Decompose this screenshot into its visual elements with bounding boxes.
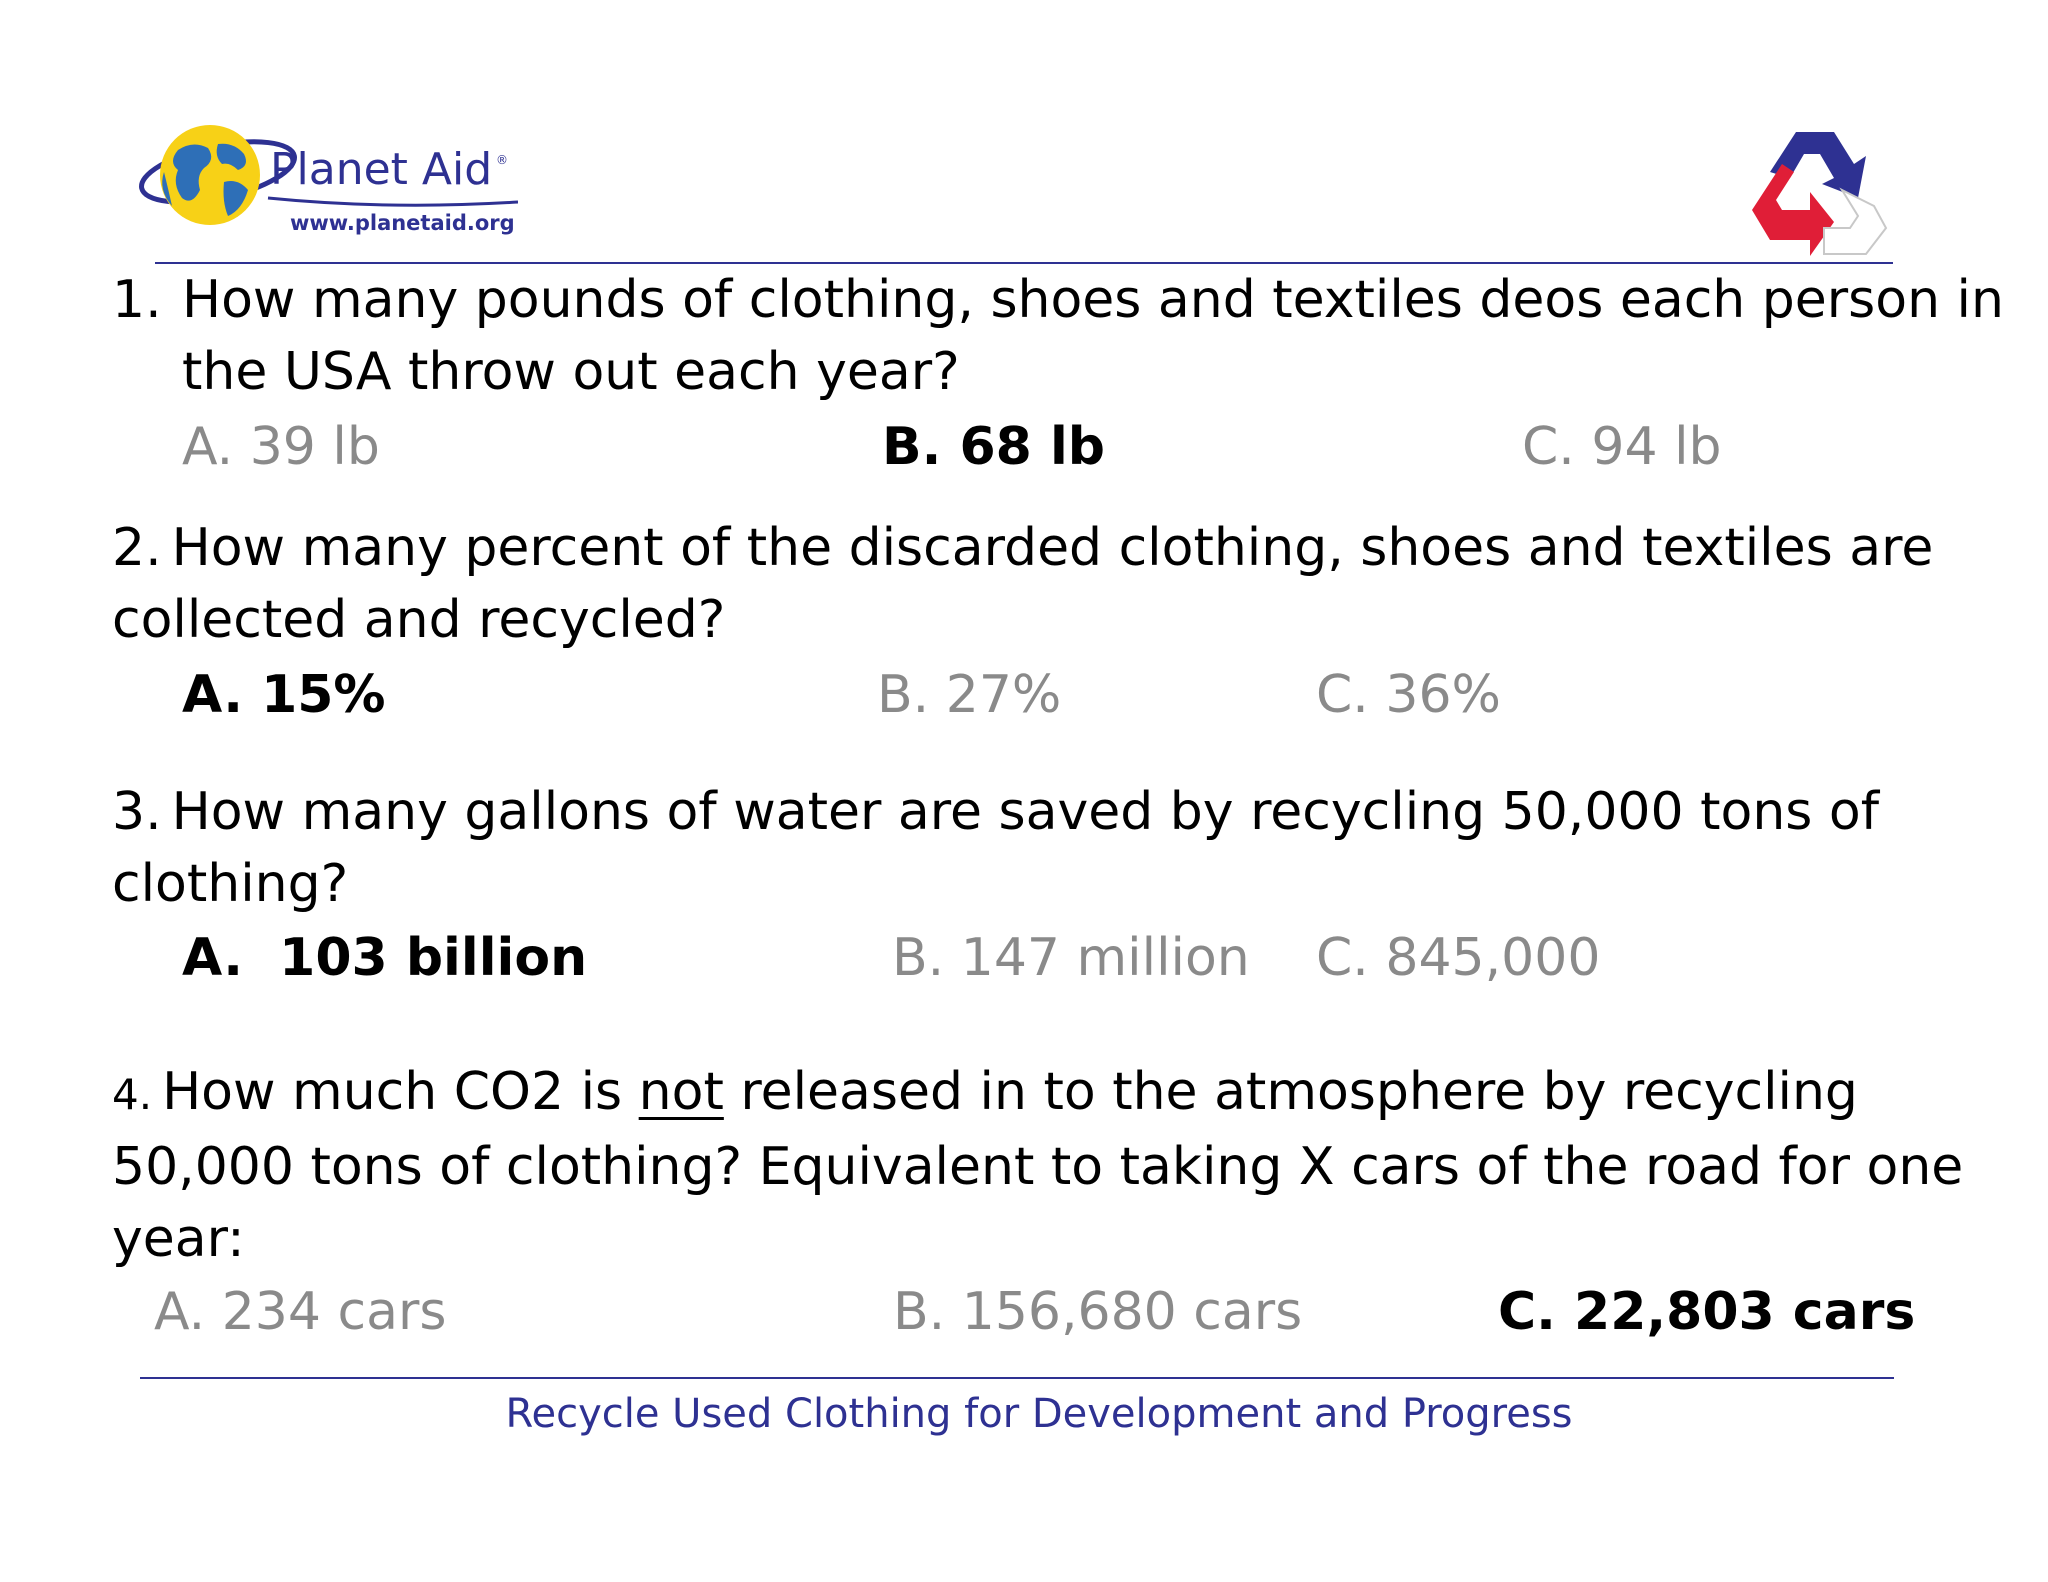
question-1 <box>112 264 2004 408</box>
question-text-line: year: <box>112 1209 245 1269</box>
q2-answer-c[interactable]: C. 36% <box>1316 665 1501 725</box>
question-text-line: released in to the atmosphere by recycling <box>740 1062 1858 1122</box>
q1-answer-c[interactable]: C. 94 lb <box>1522 417 1722 477</box>
q3-answer-a-correct[interactable]: A. 103 billion <box>182 928 588 988</box>
question-text-line: How much CO2 is <box>162 1062 623 1122</box>
q4-answer-b[interactable]: B. 156,680 cars <box>893 1282 1303 1342</box>
emphasis-not: not <box>638 1062 724 1122</box>
question-text-line: the USA throw out each year? <box>182 342 960 402</box>
registered-mark: ® <box>496 153 508 167</box>
q1-answer-a[interactable]: A. 39 lb <box>182 417 380 477</box>
recycle-icon <box>1742 128 1892 258</box>
question-number: 1. <box>112 270 162 330</box>
question-number: 2. <box>112 518 162 578</box>
question-text-line: How many pounds of clothing, shoes and textiles deos each person in <box>182 270 2004 330</box>
question-text-line: How many gallons of water are saved by recycling 50,000 tons of <box>171 782 1880 842</box>
q4-answer-c-correct[interactable]: C. 22,803 cars <box>1498 1282 1916 1342</box>
question-number: 4. <box>112 1070 153 1119</box>
question-text-line: collected and recycled? <box>112 590 726 650</box>
question-text-line: 50,000 tons of clothing? Equivalent to taking X cars of the road for one <box>112 1137 1964 1197</box>
q3-answer-b[interactable]: B. 147 million <box>892 928 1250 988</box>
footer-divider <box>140 1377 1894 1379</box>
q1-answer-b-correct[interactable]: B. 68 lb <box>882 417 1106 477</box>
question-3 <box>112 776 1972 920</box>
q4-answer-a[interactable]: A. 234 cars <box>154 1282 447 1342</box>
planet-aid-logo[interactable] <box>138 120 518 250</box>
question-text-line: How many percent of the discarded clothing, shoes and textiles are <box>171 518 1934 578</box>
question-2 <box>112 512 1972 656</box>
question-number: 3. <box>112 782 162 842</box>
question-4 <box>112 1056 1972 1275</box>
q2-answer-b[interactable]: B. 27% <box>877 665 1062 725</box>
logo-name: Planet Aid <box>270 144 493 195</box>
footer-tagline: Recycle Used Clothing for Development and Progress <box>505 1391 1573 1437</box>
question-text-line: clothing? <box>112 854 349 914</box>
q2-answer-a-correct[interactable]: A. 15% <box>182 665 386 725</box>
globe-icon <box>160 125 260 225</box>
logo-url: www.planetaid.org <box>290 211 515 235</box>
q3-answer-c[interactable]: C. 845,000 <box>1316 928 1601 988</box>
